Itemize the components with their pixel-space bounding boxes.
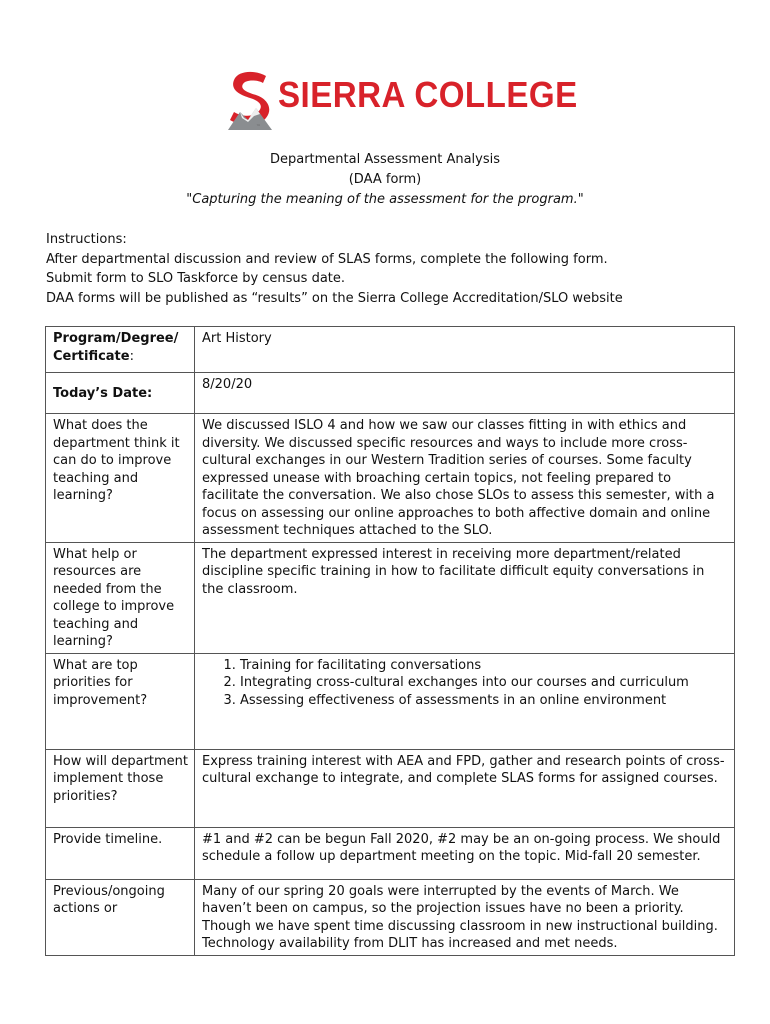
priorities-cell [195,653,735,749]
list-item: 3. Assessing effectiveness of assessments in an online environment [240,692,728,710]
row-label: What does the department think it can do to improve teaching and learning? [46,414,195,543]
form-title: Departmental Assessment Analysis [269,152,501,167]
table-row [46,327,735,373]
instruction-line: After departmental discussion and review of SLAS forms, complete the following form. [46,251,608,267]
row-value: Many of our spring 20 goals were interrupted by the events of March. We haven’t been on campus, so the projection issues have no been a priority. Though we have spent time discussing classroom in new instructional building. Technology availability from DLIT has increased and met needs. [195,879,735,955]
table-row [46,827,735,879]
program-value: Art History [195,327,735,373]
row-value: We discussed ISLO 4 and how we saw our classes fitting in with ethics and diversity. We discussed specific resources and ways to include more cross-cultural exchanges in our Western Tradition series of courses. Some faculty expressed unease with broaching certain topics, not feeling prepared to facilitate the conversation. We also chose SLOs to assess this semester, with a focus on assessing our online approaches to both affective domain and online assessment techniques attached to the SLO. [195,414,735,543]
date-value: 8/20/20 [195,373,735,414]
form-subtitle: (DAA form) [348,172,422,187]
sierra-s-mountain-logo-icon [226,68,274,130]
row-label: Previous/ongoing actions or [46,879,195,955]
table-row [46,653,735,749]
table-row [46,373,735,414]
logo-wordmark: SIERRA COLLEGE [278,74,578,115]
instructions-label: Instructions: [46,232,127,247]
daa-form-table [45,326,735,956]
program-label-a: Program/Degree/ [53,331,179,346]
table-row [46,414,735,543]
row-label: How will department implement those priorities? [46,749,195,827]
list-item: 1. Training for facilitating conversations [240,657,728,675]
date-label: Today’s Date: [46,373,195,414]
row-value: #1 and #2 can be begun Fall 2020, #2 may be an on-going process. We should schedule a follow up department meeting on the topic. Mid-fall 20 semester. [195,827,735,879]
trademark-mark: ™ [256,124,261,130]
instruction-line: DAA forms will be published as “results” on the Sierra College Accreditation/SLO website [46,290,623,306]
row-value: The department expressed interest in receiving more department/related discipline specific training in how to facilitate difficult equity conversations in the classroom. [195,542,735,653]
priorities-label: What are top priorities for improvement? [46,653,195,749]
sierra-college-logo [226,68,578,130]
priorities-list [202,657,728,710]
program-label-b: Certificate [53,348,130,364]
table-row [46,749,735,827]
table-row [46,542,735,653]
row-value: Express training interest with AEA and FPD, gather and research points of cross-cultural exchange to integrate, and complete SLAS forms for assigned courses. [195,749,735,827]
row-label: Provide timeline. [46,827,195,879]
instructions-block [46,230,623,308]
instruction-line: Submit form to SLO Taskforce by census date. [46,271,346,286]
program-label-cell [46,327,195,373]
table-row [46,879,735,955]
program-label-colon: : [129,348,134,364]
list-item: 2. Integrating cross-cultural exchanges into our courses and curriculum [240,674,728,692]
row-label: What help or resources are needed from the college to improve teaching and learning? [46,542,195,653]
form-tagline: "Capturing the meaning of the assessment for the program." [186,192,584,207]
